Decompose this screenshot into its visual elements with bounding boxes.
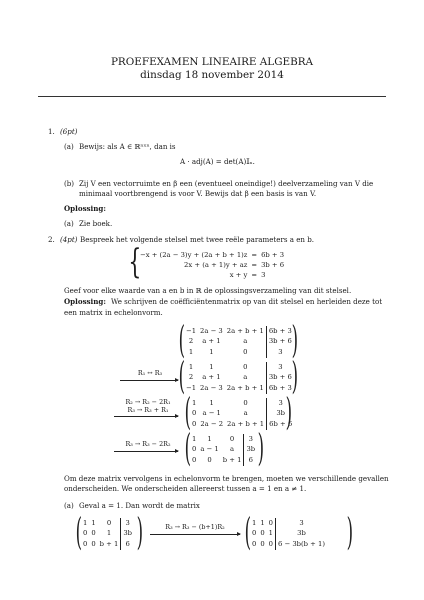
matrix-cell: a	[243, 409, 248, 418]
matrix-left-paren: (	[178, 354, 186, 399]
matrix-cell: 2a + b + 1	[226, 326, 264, 335]
matrix-cell: 3	[267, 398, 295, 409]
matrix-cell: 0	[252, 539, 257, 548]
q1-sol-a-text: Zie boek.	[79, 219, 113, 228]
matrix-cell: 2a + b + 1	[227, 419, 265, 428]
q2-sol-text-line2: een matrix in echelonvorm.	[64, 308, 163, 317]
matrix-cell: 3	[266, 362, 294, 373]
q1b-text-line2: minimaal voortbrengend is voor V. Bewijs dat β een basis is van V.	[79, 189, 317, 198]
matrix-cell: 1	[91, 518, 96, 527]
exam-title: PROEFEXAMEN LINEAIRE ALGEBRA	[110, 56, 314, 68]
matrix-cell: 0	[243, 347, 248, 356]
matrix-cell: a	[243, 373, 248, 382]
equation-lhs: x + y	[229, 270, 248, 279]
matrix-cell: 1	[209, 362, 214, 371]
matrix-cell: 0	[192, 419, 197, 428]
matrix-cell: 6b + 3	[266, 326, 294, 337]
q2-cont-line1: Om deze matrix vervolgens in echelonvorm te brengen, moeten we verschillende gevallen	[64, 474, 389, 483]
matrix-right-paren: )	[257, 426, 265, 471]
matrix-step1	[184, 362, 294, 394]
matrix-initial	[184, 326, 294, 358]
matrix-cell: a − 1	[202, 409, 221, 418]
q1-sol-a-label: (a)	[64, 219, 74, 228]
matrix-cell: 2	[188, 373, 194, 382]
matrix-cell: 3	[244, 434, 257, 445]
q1b-label: (b)	[64, 179, 75, 188]
row-op-swap: R₁ ↔ R₃	[137, 369, 163, 377]
matrix-cell: 3b	[121, 529, 134, 540]
equation-eq: =	[251, 250, 258, 259]
header-rule	[38, 96, 386, 97]
matrix-cell: 6b + 6	[267, 419, 295, 430]
equation-rhs: 6b + 3	[261, 250, 285, 259]
q1a-text: Bewijs: als A ∈ ℝⁿˣⁿ, dan is	[79, 142, 176, 151]
matrix-case-a	[81, 518, 134, 550]
matrix-step2	[190, 398, 294, 430]
q2-solution-heading: Oplossing:	[64, 297, 106, 306]
system-brace: {	[128, 242, 142, 282]
matrix-cell: 0	[207, 455, 212, 464]
q2-question: Geef voor elke waarde van a en b in ℝ de oplossingsverzameling van dit stelsel.	[64, 286, 352, 295]
q2-sol-text-line1: We schrijven de coëfficiëntenmatrix op van dit stelsel en herleiden deze tot	[111, 297, 383, 306]
matrix-cell: 0	[192, 409, 197, 418]
arrow-icon	[114, 416, 178, 417]
matrix-cell: 1	[192, 398, 197, 407]
matrix-left-paren: (	[184, 390, 192, 435]
matrix-right-paren: )	[136, 510, 144, 555]
matrix-case-a-reduced	[250, 518, 327, 550]
matrix-cell: 3	[266, 347, 294, 358]
matrix-cell: 2a − 3	[200, 383, 223, 392]
matrix-cell: 3b + 6	[266, 337, 294, 348]
matrix-cell: 6	[244, 455, 257, 466]
matrix-cell: 1	[83, 518, 88, 527]
matrix-cell: 6b + 3	[266, 383, 294, 394]
equation-row	[138, 250, 286, 260]
matrix-right-paren: )	[291, 318, 299, 363]
equation-system	[138, 250, 286, 280]
q1a-label: (a)	[64, 142, 74, 151]
matrix-cell: a − 1	[200, 445, 219, 454]
matrix-cell: 0	[260, 529, 265, 538]
row-op-r3: R₃ → R₃ + R₁	[127, 406, 169, 414]
matrix-cell: 0	[106, 518, 112, 527]
matrix-cell: 6 − 3b(b + 1)	[275, 539, 327, 550]
q2-points: (4pt)	[60, 235, 78, 244]
matrix-cell: −1	[186, 383, 197, 392]
case-a-label: (a)	[64, 501, 74, 510]
matrix-cell: a + 1	[202, 373, 221, 382]
q1b-text-line1: Zij V een vectorruimte en β een (eventueel oneindige!) deelverzameling van V die	[79, 179, 374, 188]
matrix-cell: 2a + b + 1	[226, 383, 264, 392]
matrix-cell: 6	[121, 539, 134, 550]
matrix-cell: 1	[192, 434, 197, 443]
matrix-cell: a	[230, 445, 235, 454]
matrix-left-paren: (	[75, 510, 83, 555]
matrix-cell: a	[243, 337, 248, 346]
matrix-cell: 0	[243, 398, 248, 407]
matrix-cell: 3	[275, 518, 327, 529]
equation-lhs: −x + (2a − 3)y + (2a + b + 1)z	[140, 250, 248, 259]
matrix-cell: b + 1	[99, 539, 119, 548]
matrix-left-paren: (	[184, 426, 192, 471]
arrow-icon	[120, 380, 178, 381]
equation-eq: =	[251, 260, 258, 269]
q1-number: 1.	[48, 127, 55, 136]
matrix-left-paren: (	[178, 318, 186, 363]
matrix-cell: 0	[91, 539, 96, 548]
matrix-cell: 1	[188, 347, 194, 356]
equation-row	[138, 260, 286, 270]
equation-eq: =	[251, 270, 258, 279]
matrix-cell: 0	[243, 362, 248, 371]
matrix-cell: 2a − 3	[200, 326, 223, 335]
matrix-step3	[190, 434, 257, 466]
matrix-cell: 3b	[275, 529, 327, 540]
matrix-cell: 1	[207, 434, 212, 443]
matrix-cell: 1	[188, 362, 194, 371]
matrix-cell: b + 1	[222, 455, 242, 464]
arrow-icon	[114, 451, 178, 452]
matrix-cell: 2	[188, 337, 194, 346]
matrix-cell: 0	[268, 539, 273, 548]
matrix-cell: −1	[186, 326, 197, 335]
matrix-cell: 0	[260, 539, 265, 548]
matrix-cell: 0	[229, 434, 235, 443]
matrix-cell: 0	[268, 518, 273, 527]
q2-prompt: Bespreek het volgende stelsel met twee reële parameters a en b.	[80, 235, 315, 244]
matrix-right-paren: )	[285, 390, 293, 435]
arrow-icon	[150, 534, 240, 535]
matrix-cell: 0	[83, 529, 88, 538]
equation-lhs: 2x + (a + 1)y + az	[184, 260, 248, 269]
matrix-cell: 0	[83, 539, 88, 548]
matrix-cell: 1	[260, 518, 265, 527]
q1-points: (6pt)	[60, 127, 78, 136]
matrix-cell: 0	[192, 445, 197, 454]
matrix-cell: 3b	[267, 409, 295, 420]
matrix-cell: 1	[252, 518, 257, 527]
exam-date: dinsdag 18 november 2014	[140, 69, 284, 81]
matrix-cell: 3b	[244, 445, 257, 456]
matrix-cell: 1	[209, 398, 214, 407]
matrix-left-paren: (	[244, 510, 252, 555]
q1-solution-heading: Oplossing:	[64, 204, 106, 213]
matrix-cell: 1	[106, 529, 112, 538]
equation-rhs: 3	[261, 270, 266, 279]
matrix-right-paren: )	[346, 510, 354, 555]
equation-rhs: 3b + 6	[261, 260, 285, 269]
matrix-cell: 3	[121, 518, 134, 529]
q2-cont-line2: onderscheiden. We onderscheiden allereerst tussen a = 1 en a ≠ 1.	[64, 484, 307, 493]
equation-row	[138, 270, 286, 280]
matrix-cell: a + 1	[202, 337, 221, 346]
q2-number: 2.	[48, 235, 55, 244]
matrix-cell: 0	[252, 529, 257, 538]
matrix-cell: 1	[209, 347, 214, 356]
q1a-formula: A · adj(A) = det(A)𝕀ₙ.	[180, 157, 255, 166]
matrix-right-paren: )	[291, 354, 299, 399]
matrix-cell: 0	[192, 455, 197, 464]
matrix-cell: 2a − 2	[200, 419, 224, 428]
matrix-cell: 3b + 6	[266, 373, 294, 384]
row-op-r3-minus: R₃ → R₃ − 2R₂	[125, 440, 171, 448]
case-a-text: Geval a = 1. Dan wordt de matrix	[79, 501, 200, 510]
row-op-r2: R₂ → R₂ − 2R₁	[125, 398, 171, 406]
matrix-cell: 1	[268, 529, 273, 538]
row-op-case-a: R₃ → R₃ − (b+1)R₂	[165, 523, 225, 531]
matrix-cell: 0	[91, 529, 96, 538]
